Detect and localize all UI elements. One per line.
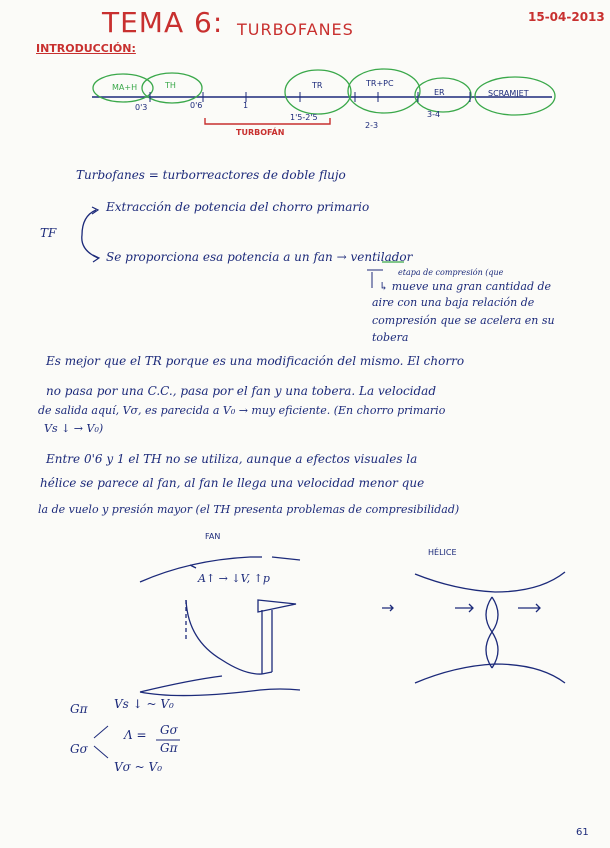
fraction-denominator: Gπ	[160, 741, 178, 755]
g-sigma-label: Gσ	[70, 742, 88, 756]
region-label-scramjet: SCRAMJET	[488, 89, 529, 98]
fan-note-line: etapa de compresión (que	[398, 268, 504, 277]
arrow-icon	[94, 746, 108, 758]
paragraph-line: no pasa por una C.C., pasa por el fan y una tobera. La velocidad	[46, 384, 437, 398]
fan-note-line: compresión que se acelera en su	[372, 314, 555, 327]
paragraph-line: Vs ↓ → V₀)	[44, 422, 104, 435]
g-pi-label: Gπ	[70, 702, 88, 716]
paragraph-line: de salida aquí, Vσ, es parecida a V₀ → muy eficiente. (En chorro primario	[38, 404, 446, 417]
paragraph-line: Entre 0'6 y 1 el TH no se utiliza, aunque a efectos visuales la	[46, 452, 418, 466]
definition-line: Turbofanes = turborreactores de doble flujo	[76, 168, 346, 182]
tick-label: 1	[243, 101, 249, 110]
tick-label: 0'3	[135, 103, 148, 112]
arrow-icon	[94, 726, 108, 738]
paragraph-line: hélice se parece al fan, al fan le llega una velocidad menor que	[40, 476, 425, 490]
tick-label: 3-4	[427, 110, 441, 119]
paragraph-line: Es mejor que el TR porque es una modificación del mismo. El chorro	[46, 354, 465, 368]
region-label-trpc: TR+PC	[366, 79, 394, 88]
fraction-numerator: Gσ	[160, 723, 178, 737]
region-label-mah: MA+H	[112, 83, 138, 92]
arrow-icon	[93, 255, 99, 262]
page-subtitle: TURBOFANES	[237, 20, 354, 39]
tick-label: 0'6	[190, 101, 203, 110]
helice-label: HÉLICE	[428, 548, 457, 557]
fan-formula: A↑ → ↓V, ↑p	[198, 572, 270, 585]
region-label-tr: TR	[312, 81, 323, 90]
vsigma-relation: Vσ ~ V₀	[114, 760, 163, 774]
lambda-symbol: Λ =	[124, 728, 147, 742]
branch-fan: Se proporciona esa potencia a un fan → ventilador	[106, 250, 413, 264]
paragraph-line: la de vuelo y presión mayor (el TH presenta problemas de compresibilidad)	[38, 503, 460, 516]
fan-note-line: tobera	[372, 331, 409, 344]
helice-sketch	[382, 572, 565, 683]
turbofan-label: TURBOFÁN	[236, 128, 285, 137]
region-label-th: TH	[165, 81, 176, 90]
tf-brace	[82, 210, 98, 258]
section-heading: INTRODUCCIÓN:	[36, 42, 136, 55]
vs-relation: Vs ↓ ~ V₀	[114, 697, 174, 711]
tick-label: 2-3	[365, 121, 379, 130]
region-trpc-ellipse	[348, 69, 420, 113]
date: 15-04-2013	[528, 10, 605, 24]
fan-label: FAN	[205, 532, 221, 541]
branch-extraction: Extracción de potencia del chorro primario	[106, 200, 370, 214]
page-number: 61	[576, 827, 589, 838]
region-tr-ellipse	[285, 70, 351, 114]
region-label-er: ER	[434, 88, 445, 97]
fan-note-line: aire con una baja relación de	[372, 296, 535, 309]
tick-label: 1'5-2'5	[290, 113, 318, 122]
fan-note-line: ↳ mueve una gran cantidad de	[379, 280, 552, 293]
page-title: TEMA 6:	[102, 6, 224, 39]
tf-label: TF	[40, 226, 57, 240]
